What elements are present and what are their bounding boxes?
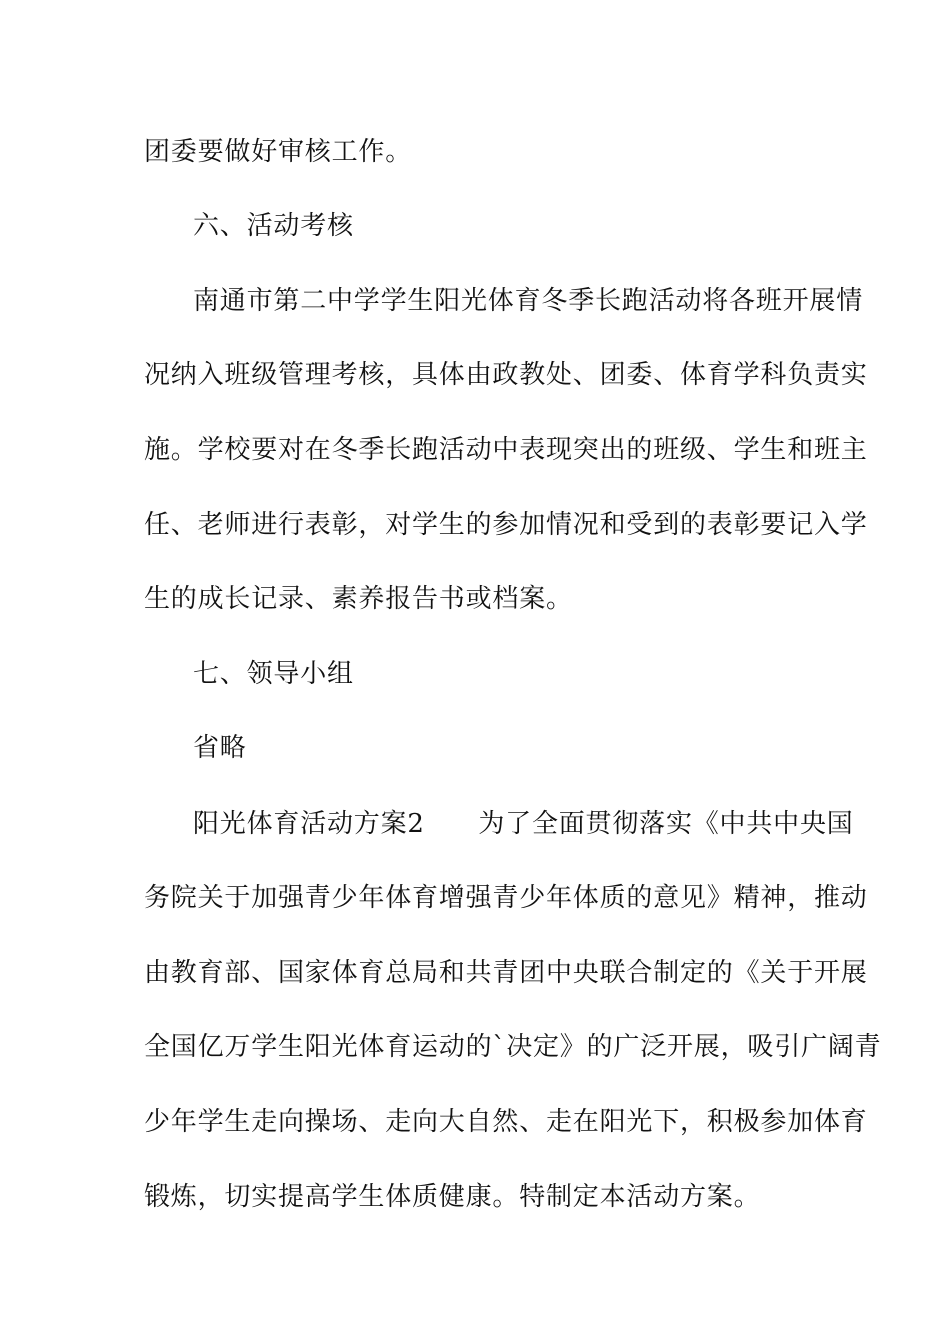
section-heading: 七、领导小组: [193, 659, 354, 689]
paragraph-line: 况纳入班级管理考核，具体由政教处、团委、体育学科负责实: [144, 360, 868, 390]
paragraph-line: 阳光体育活动方案2 为了全面贯彻落实《中共中央国: [193, 809, 854, 839]
paragraph-line: 少年学生走向操场、走向大自然、走在阳光下，积极参加体育: [144, 1107, 868, 1137]
paragraph-line: 南通市第二中学学生阳光体育冬季长跑活动将各班开展情: [193, 286, 864, 316]
paragraph-line: 务院关于加强青少年体育增强青少年体质的意见》精神，推动: [144, 883, 868, 913]
paragraph-line: 全国亿万学生阳光体育运动的`决定》的广泛开展，吸引广阔青: [144, 1032, 882, 1062]
paragraph-line: 省略: [193, 733, 247, 763]
section-heading: 六、活动考核: [193, 211, 354, 241]
paragraph-line: 团委要做好审核工作。: [144, 137, 413, 167]
paragraph-line: 施。学校要对在冬季长跑活动中表现突出的班级、学生和班主: [144, 435, 868, 465]
paragraph-line: 由教育部、国家体育总局和共青团中央联合制定的《关于开展: [144, 958, 868, 988]
paragraph-line: 生的成长记录、素养报告书或档案。: [144, 584, 573, 614]
paragraph-line: 任、老师进行表彰，对学生的参加情况和受到的表彰要记入学: [144, 510, 868, 540]
paragraph-line: 锻炼，切实提高学生体质健康。特制定本活动方案。: [144, 1182, 761, 1212]
